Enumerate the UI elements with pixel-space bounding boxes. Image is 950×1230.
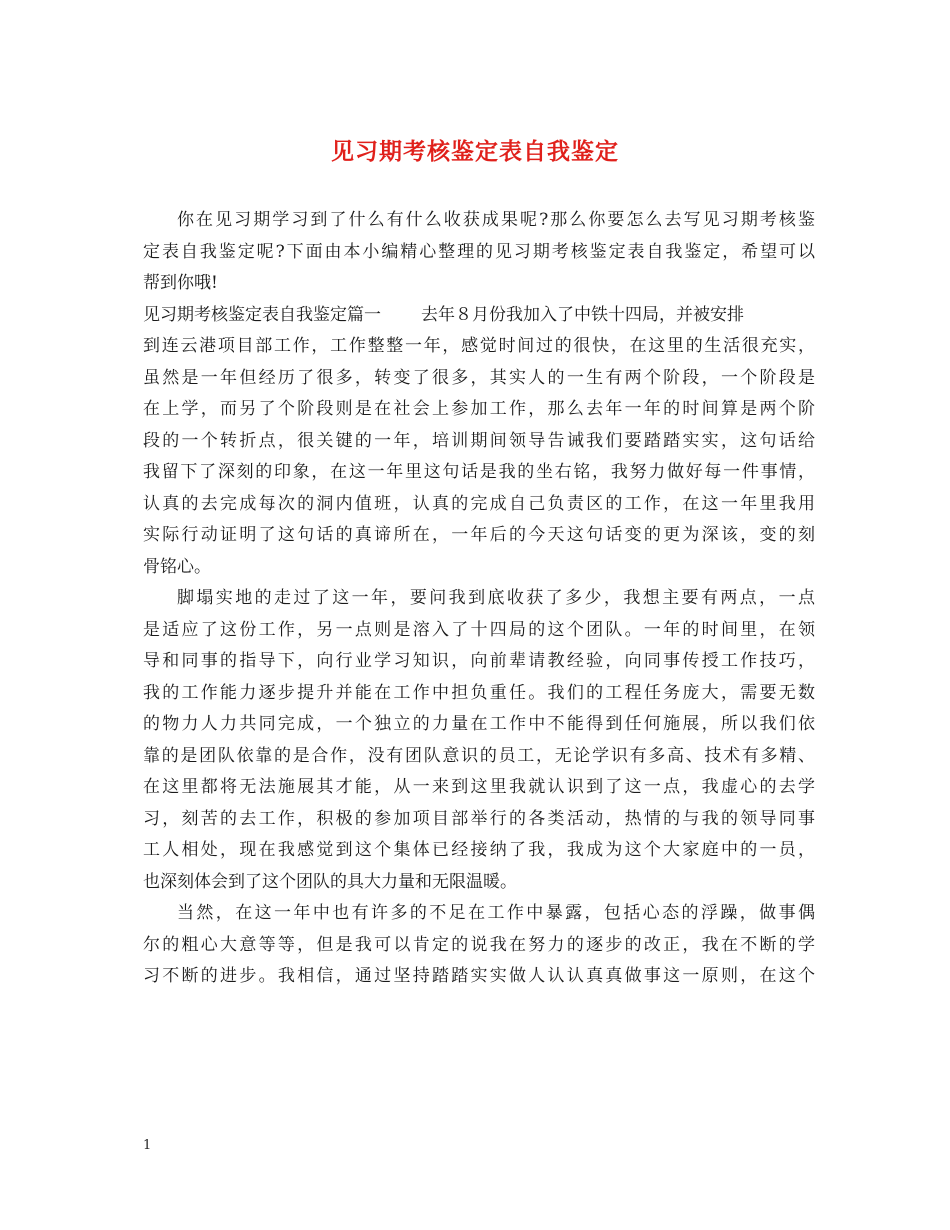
text-line: 脚塌实地的走过了这一年，要问我到底收获了多少，我想主要有两点，一点 <box>177 588 815 608</box>
text-line: 工人相处，现在我感觉到这个集体已经接纳了我，我成为这个大家庭中的一员， <box>143 840 815 860</box>
text-line: 在上学，而另了个阶段则是在社会上参加工作，那么去年一年的时间算是两个阶 <box>143 399 815 419</box>
text-span: 去年８月份我加入了中铁十四局，并被安排 <box>421 304 744 325</box>
document-title: 见习期考核鉴定表自我鉴定 <box>331 138 619 165</box>
text-line: 也深刻体会到了这个团队的具大力量和无限温暖。 <box>143 871 517 892</box>
text-line: 我的工作能力逐步提升并能在工作中担负重任。我们的工程任务庞大，需要无数 <box>143 682 815 703</box>
text-line: 是适应了这份工作，另一点则是溶入了十四局的这个团队。一年的时间里，在领 <box>143 619 815 640</box>
text-line: 我留下了深刻的印象，在这一年里这句话是我的坐右铭，我努力做好每一件事情， <box>143 462 815 482</box>
text-line: 的物力人力共同完成，一个独立的力量在工作中不能得到任何施展，所以我们依 <box>143 714 815 734</box>
text-line: 骨铭心。 <box>143 556 211 577</box>
section-heading: 见习期考核鉴定表自我鉴定篇一 <box>143 304 381 325</box>
text-line: 实际行动证明了这句话的真谛所在，一年后的今天这句话变的更为深该，变的刻 <box>143 525 815 545</box>
text-line: 到连云港项目部工作，工作整整一年，感觉时间过的很快，在这里的生活很充实， <box>143 336 815 356</box>
text-line: 靠的是团队依靠的是合作，没有团队意识的员工，无论学识有多高、技术有多精、 <box>143 745 815 766</box>
text-line: 认真的去完成每次的洞内值班，认真的完成自己负责区的工作，在这一年里我用 <box>143 493 815 514</box>
document-body <box>143 205 815 993</box>
text-line: 帮到你哦! <box>143 273 218 293</box>
text-line: 尔的粗心大意等等，但是我可以肯定的说我在努力的逐步的改正，我在不断的学 <box>143 934 815 955</box>
text-line: 在这里都将无法施展其才能，从一来到这里我就认识到了这一点，我虚心的去学 <box>143 777 815 797</box>
text-line: 习，刻苦的去工作，积极的参加项目部举行的各类活动，热情的与我的领导同事 <box>143 808 815 829</box>
section-heading-line <box>143 300 815 332</box>
text-line: 段的一个转折点，很关键的一年，培训期间领导告诫我们要踏踏实实，这句话给 <box>143 430 815 451</box>
text-line: 你在见习期学习到了什么有什么收获成果呢?那么你要怎么去写见习期考核鉴 <box>177 210 815 230</box>
text-line: 虽然是一年但经历了很多，转变了很多，其实人的一生有两个阶段，一个阶段是 <box>143 367 815 388</box>
text-line: 习不断的进步。我相信，通过坚持踏踏实实做人认认真真做事这一原则，在这个 <box>143 966 815 986</box>
text-line: 定表自我鉴定呢?下面由本小编精心整理的见习期考核鉴定表自我鉴定，希望可以 <box>143 241 815 262</box>
text-line: 导和同事的指导下，向行业学习知识，向前辈请教经验，向同事传授工作技巧， <box>143 651 815 671</box>
page-number: 1 <box>143 1138 152 1153</box>
text-line: 当然，在这一年中也有许多的不足在工作中暴露，包括心态的浮躁，做事偶 <box>177 903 815 923</box>
